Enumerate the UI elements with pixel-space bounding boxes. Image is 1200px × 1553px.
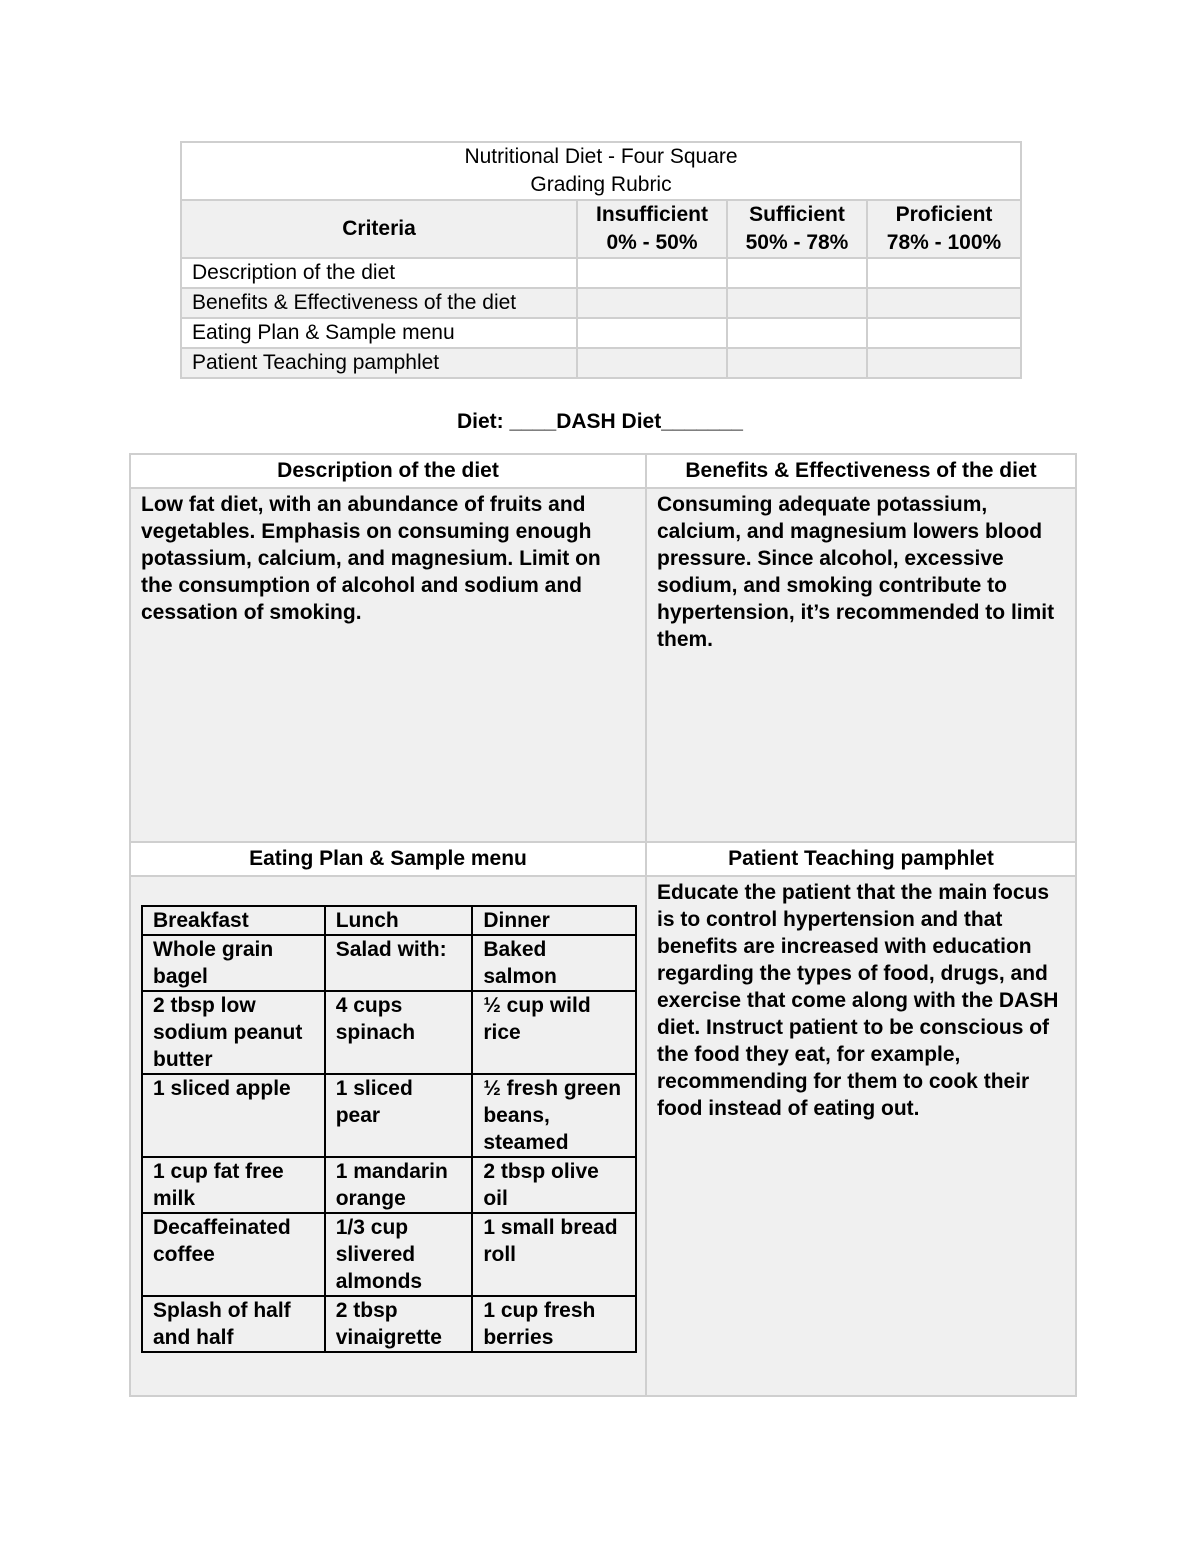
score-cell-insufficient[interactable] (577, 258, 727, 288)
breakfast-item: 1 cup fat free milk (142, 1157, 325, 1213)
lunch-item: 2 tbsp vinaigrette (325, 1296, 473, 1352)
meal-column-dinner: Dinner (472, 906, 636, 935)
level-name: Proficient (895, 203, 993, 226)
meal-column-lunch: Lunch (325, 906, 473, 935)
level-range: 78% - 100% (886, 231, 1002, 254)
rubric-row (181, 258, 1021, 288)
table-row (142, 1074, 636, 1157)
rubric-row (181, 348, 1021, 378)
breakfast-item: 1 sliced apple (142, 1074, 325, 1157)
score-cell-sufficient[interactable] (727, 348, 867, 378)
level-header-insufficient (577, 200, 727, 258)
benefits-heading: Benefits & Effectiveness of the diet (647, 455, 1075, 489)
pamphlet-body: Educate the patient that the main focus is to control hypertension and that benefits are increased with education regarding the types of food, drugs, and exercise that come along with the DASH diet. Instruct patient to be conscious of the food they eat, for example, recommending for them to cook their food instead of eating out. (657, 881, 1059, 1120)
lunch-item: 1 mandarin orange (325, 1157, 473, 1213)
criterion-label: Benefits & Effectiveness of the diet (181, 288, 577, 318)
table-row (142, 991, 636, 1074)
diet-title: Diet: ____DASH Diet_______ (457, 410, 743, 433)
dinner-item: ½ cup wild rice (472, 991, 636, 1074)
table-row (142, 1157, 636, 1213)
rubric-row (181, 288, 1021, 318)
level-range: 0% - 50% (606, 231, 698, 254)
score-cell-proficient[interactable] (867, 348, 1021, 378)
dinner-item: ½ fresh green beans, steamed (472, 1074, 636, 1157)
lunch-item: 1 sliced pear (325, 1074, 473, 1157)
breakfast-item: 2 tbsp low sodium peanut butter (142, 991, 325, 1074)
rubric-title-line2: Grading Rubric (530, 173, 672, 196)
four-square-grid (129, 453, 1077, 1397)
grading-rubric-table (180, 141, 1022, 379)
lunch-item: 4 cups spinach (325, 991, 473, 1074)
dinner-item: Baked salmon (472, 935, 636, 991)
table-row (142, 935, 636, 991)
level-header-proficient (867, 200, 1021, 258)
score-cell-sufficient[interactable] (727, 318, 867, 348)
score-cell-insufficient[interactable] (577, 288, 727, 318)
table-row (142, 1296, 636, 1352)
breakfast-item: Whole grain bagel (142, 935, 325, 991)
dinner-item: 2 tbsp olive oil (472, 1157, 636, 1213)
dinner-item: 1 cup fresh berries (472, 1296, 636, 1352)
score-cell-insufficient[interactable] (577, 318, 727, 348)
score-cell-proficient[interactable] (867, 318, 1021, 348)
score-cell-insufficient[interactable] (577, 348, 727, 378)
level-range: 50% - 78% (745, 231, 849, 254)
meal-column-breakfast: Breakfast (142, 906, 325, 935)
score-cell-proficient[interactable] (867, 258, 1021, 288)
rubric-row (181, 318, 1021, 348)
description-heading: Description of the diet (131, 455, 645, 489)
criteria-header: Criteria (181, 200, 577, 258)
criterion-label: Eating Plan & Sample menu (181, 318, 577, 348)
breakfast-item: Decaffeinated coffee (142, 1213, 325, 1296)
level-header-sufficient (727, 200, 867, 258)
score-cell-sufficient[interactable] (727, 258, 867, 288)
level-name: Sufficient (749, 203, 845, 226)
benefits-body: Consuming adequate potassium, calcium, and magnesium lowers blood pressure. Since alcohol, excessive sodium, and smoking contribute to hypertension, it’s recommended to limit them. (657, 493, 1055, 651)
pamphlet-heading: Patient Teaching pamphlet (647, 843, 1075, 877)
score-cell-sufficient[interactable] (727, 288, 867, 318)
lunch-item: 1/3 cup slivered almonds (325, 1213, 473, 1296)
breakfast-item: Splash of half and half (142, 1296, 325, 1352)
criterion-label: Patient Teaching pamphlet (181, 348, 577, 378)
meal-plan-table (141, 905, 637, 1353)
score-cell-proficient[interactable] (867, 288, 1021, 318)
rubric-title-line1: Nutritional Diet - Four Square (464, 145, 738, 168)
dinner-item: 1 small bread roll (472, 1213, 636, 1296)
rubric-title (181, 142, 1021, 200)
eating-plan-heading: Eating Plan & Sample menu (131, 843, 645, 877)
level-name: Insufficient (595, 203, 708, 226)
criterion-label: Description of the diet (181, 258, 577, 288)
description-body: Low fat diet, with an abundance of fruits and vegetables. Emphasis on consuming enough potassium, calcium, and magnesium. Limit on the consumption of alcohol and sodium and cessation of smoking. (141, 493, 601, 624)
lunch-item: Salad with: (325, 935, 473, 991)
table-row (142, 1213, 636, 1296)
